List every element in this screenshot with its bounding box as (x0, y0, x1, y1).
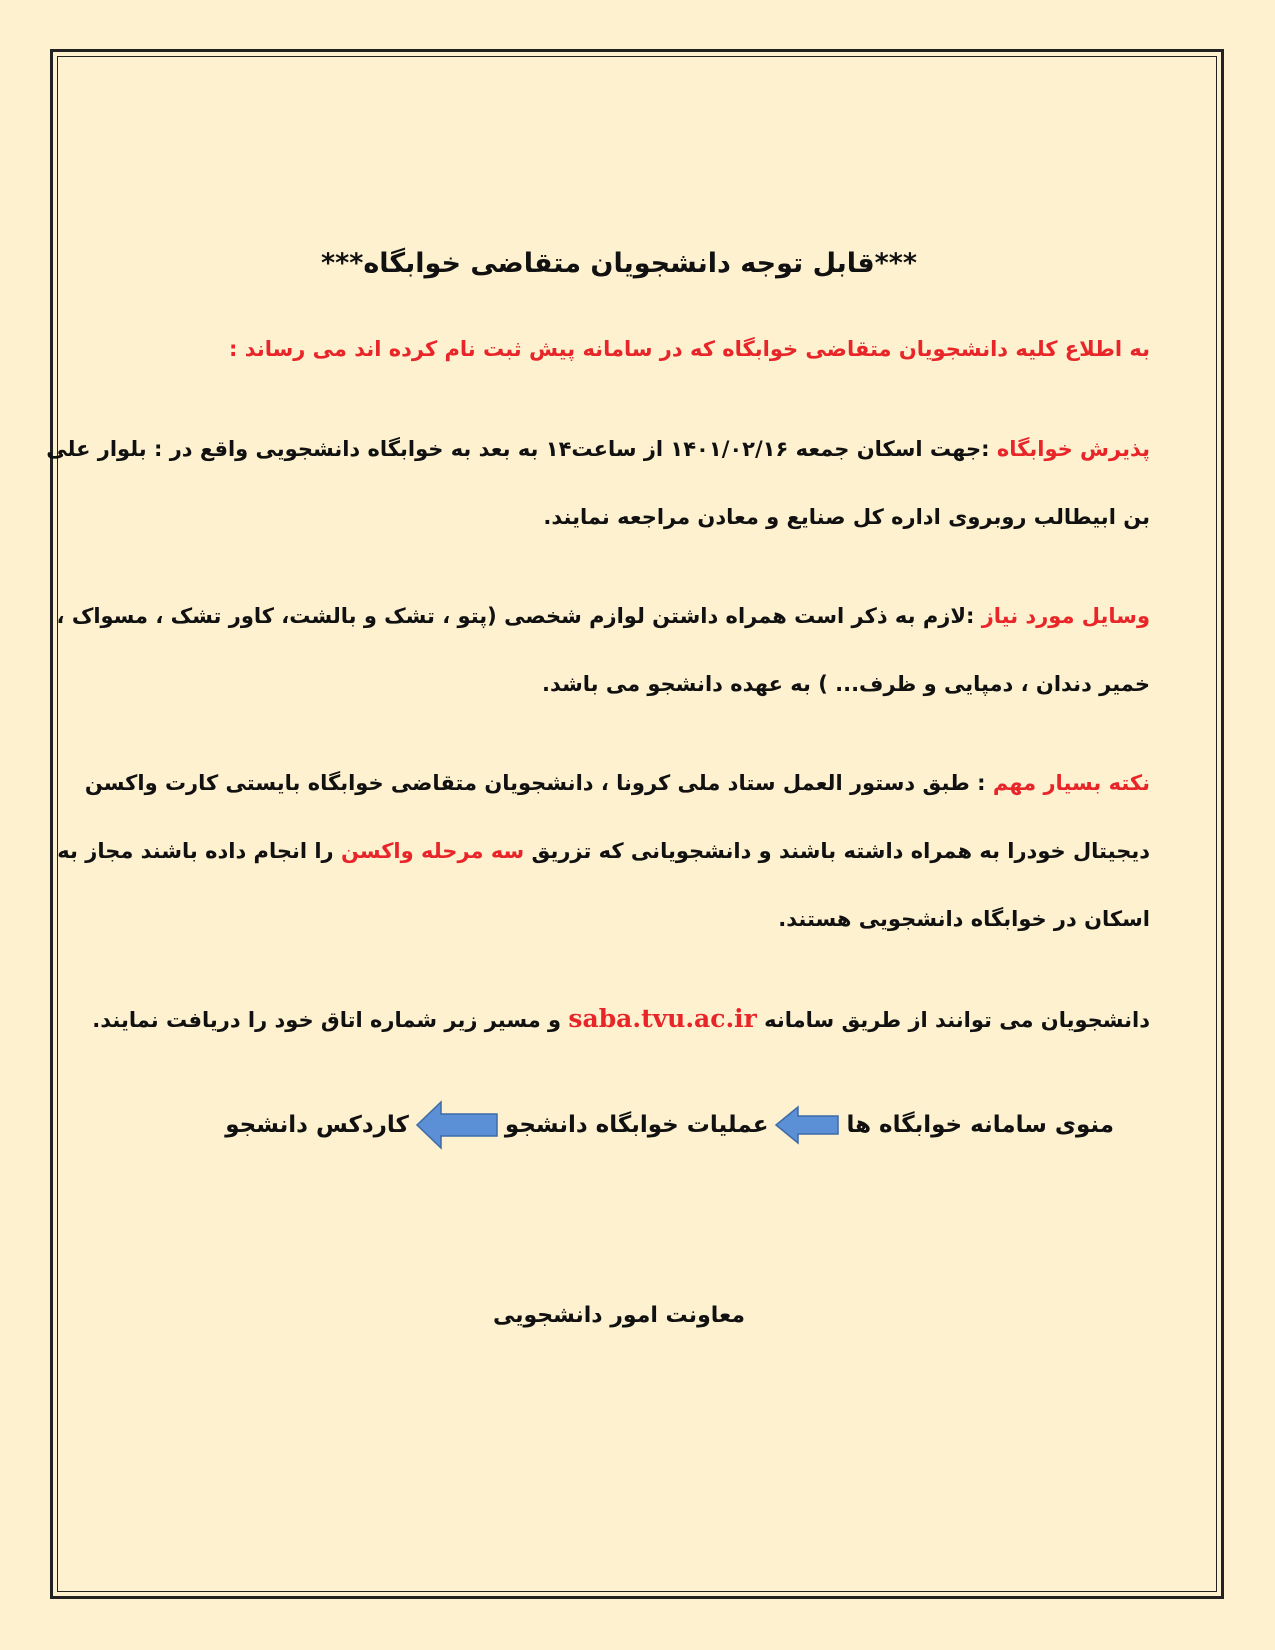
admission-label: پذیرش خوابگاه (996, 437, 1150, 461)
note-paragraph-line3: اسکان در خوابگاه دانشجویی هستند. (778, 907, 1150, 931)
note-label: نکته بسیار مهم (992, 771, 1150, 795)
left-arrow-icon (774, 1105, 840, 1145)
note-text: : طبق دستور العمل ستاد ملی کرونا ، دانشجویان متقاضی خوابگاه بایستی کارت واکسن (84, 771, 993, 795)
note-line2-pre: دیجیتال خودرا به همراه داشته باشند و دانشجویانی که تزریق (524, 839, 1150, 863)
note-paragraph-line2 (57, 839, 1150, 863)
admission-paragraph-line2: بن ابیطالب روبروی اداره کل صنایع و معادن مراجعه نمایند. (543, 505, 1150, 529)
note-paragraph-line1 (84, 771, 1150, 795)
signature: معاونت امور دانشجویی (492, 1303, 746, 1328)
admission-text: :جهت اسکان جمعه ۱۴۰۱/۰۲/۱۶ از ساعت۱۴ به بعد به خوابگاه دانشجویی واقع در : بلوار علی (46, 437, 997, 461)
note-line2-post: را انجام داده باشند مجاز به (57, 839, 341, 863)
left-arrow-icon (415, 1100, 499, 1150)
room-info-pre: دانشجویان می توانند از طریق سامانه (756, 1008, 1150, 1032)
room-info (92, 1004, 1150, 1033)
path-step-cardex: کاردکس دانشجو (225, 1112, 409, 1138)
announcement-title: ***قابل توجه دانشجویان متقاضی خوابگاه*** (321, 248, 917, 279)
items-label: وسایل مورد نیاز (981, 604, 1150, 628)
path-step-operations: عملیات خوابگاه دانشجو (504, 1112, 769, 1138)
items-paragraph-line1 (56, 604, 1150, 628)
saba-url[interactable]: saba.tvu.ac.ir (568, 1004, 757, 1033)
items-paragraph-line2: خمیر دندان ، دمپایی و ظرف... ) به عهده دانشجو می باشد. (541, 672, 1150, 696)
room-info-post: و مسیر زیر شماره اتاق خود را دریافت نمایند. (92, 1008, 569, 1032)
navigation-path (225, 1100, 1114, 1150)
admission-paragraph-line1 (46, 437, 1150, 461)
intro-text: به اطلاع کلیه دانشجویان متقاضی خوابگاه که در سامانه پیش ثبت نام کرده اند می رساند : (229, 337, 1150, 361)
items-text: :لازم به ذکر است همراه داشتن لوازم شخصی (پتو ، تشک و بالشت، کاور تشک ، مسواک ، (56, 604, 982, 628)
path-step-menu: منوی سامانه خوابگاه ها (846, 1112, 1114, 1138)
vaccine-highlight: سه مرحله واکسن (340, 839, 525, 863)
announcement (46, 0, 1150, 1650)
